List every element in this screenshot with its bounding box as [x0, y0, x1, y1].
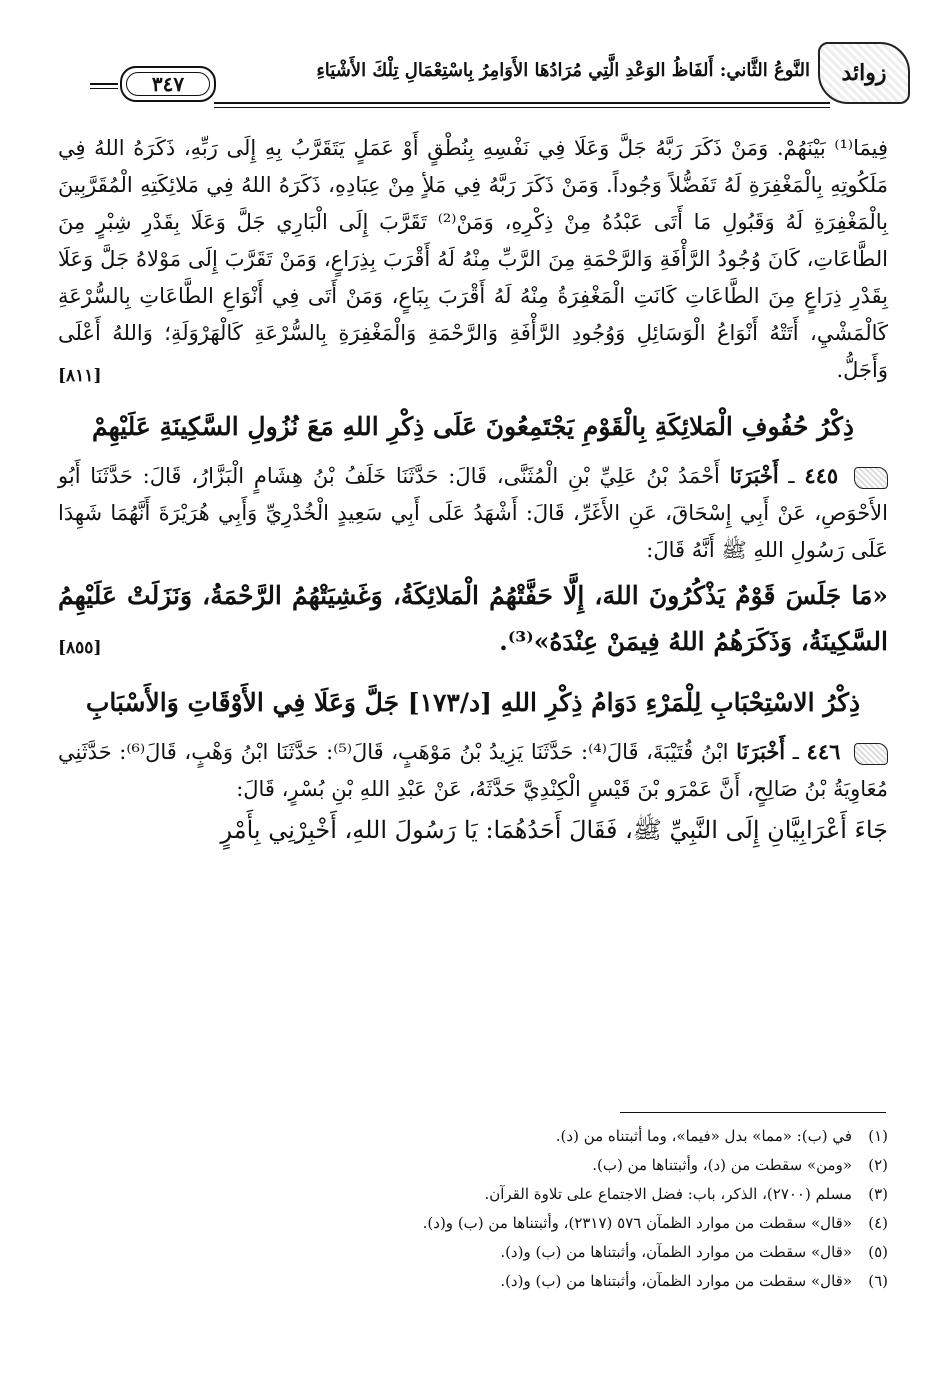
footnotes: [58, 1122, 888, 1296]
footnote-number: (٦): [868, 1272, 888, 1290]
zawaid-ornament-icon: [818, 42, 910, 104]
hadith-number: ٤٤٥: [804, 463, 839, 488]
footnote: [58, 1267, 888, 1296]
footnote-text: مسلم (٢٧٠٠)، الذكر، باب: فضل الاجتماع على تلاوة القرآن.: [484, 1185, 852, 1203]
hadith-number: ٤٤٦: [806, 739, 841, 764]
isnad-text: أَحْمَدُ بْنُ عَلِيِّ بْنِ الْمُثَنَّى، قَالَ: حَدَّثَنَا خَلَفُ بْنُ هِشَامٍ الْبَزَّارُ، قَالَ: حَدَّثَنَا أَبُو الأَحْوَصِ، عَنْ أَبِي إِسْحَاقَ، عَنِ الأَغَرِّ، قَالَ: أَشْهَدُ عَلَى أَبِي سَعِيدٍ الْخُدْرِيِّ وَأَبِي هُرَيْرَةَ أَنَّهُمَا شَهِدَا عَلَى رَسُولِ اللهِ ﷺ أَنَّهُ قَالَ:: [58, 464, 888, 562]
footnote: [58, 1209, 888, 1238]
akhbarana-word: أَخْبَرَنَا: [729, 463, 779, 488]
reference-number: [٨٥٥]: [58, 638, 102, 658]
zawaid-marker-icon: [854, 743, 888, 765]
footnote: [58, 1180, 888, 1209]
footnote-text: «قال» سقطت من موارد الظمآن ٥٧٦ (٢٣١٧)، وأثبتناها من (ب) و(د).: [422, 1214, 852, 1232]
running-title: النَّوعُ الثَّاني: أَلفَاظُ الوَعْدِ الَّتِي مُرَادُهَا الأَوَامِرُ بِاسْتِعْمَالِ تِلْكَ الأَشْيَاءِ: [316, 60, 810, 81]
page-number: [120, 66, 216, 102]
zawaid-marker-icon: [854, 467, 888, 489]
reference-number: [٨١١]: [58, 366, 102, 386]
paragraph-text: فِيمَا⁽¹⁾ بَيْنَهُمْ. وَمَنْ ذَكَرَ رَبَّهُ جَلَّ وَعَلَا فِي نَفْسِهِ بِنُطْقٍ أَوْ عَمَلٍ يَتَقَرَّبُ بِهِ إِلَى رَبِّهِ، ذَكَرَهُ اللهُ فِي مَلَكُوتِهِ بِالْمَغْفِرَةِ لَهُ تَفَضُّلاً وَجُوداً. وَمَنْ ذَكَرَ رَبَّهُ فِي مَلأٍ مِنْ عِبَادِهِ، ذَكَرَهُ اللهُ فِي مَلائِكَتِهِ الْمُقَرَّبِينَ بِالْمَغْفِرَةِ لَهُ وَقَبُولِ مَا أَتَى عَبْدُهُ مِنْ ذِكْرِهِ، وَمَنْ⁽²⁾ تَقَرَّبَ إِلَى الْبَارِي جَلَّ وَعَلَا بِقَدْرِ شِبْرٍ مِنَ الطَّاعَاتِ، كَانَ وُجُودُ الرَّأْفَةِ وَالرَّحْمَةِ مِنَ الرَّبِّ مِنْهُ لَهُ أَقْرَبَ بِذِرَاعٍ، وَمَنْ تَقَرَّبَ إِلَى مَوْلاهُ جَلَّ وَعَلَا بِقَدْرِ ذِرَاعٍ مِنَ الطَّاعَاتِ كَانَتِ الْمَغْفِرَةُ مِنْهُ لَهُ أَقْرَبَ بِبَاعٍ، وَمَنْ أَتَى فِي أَنْوَاعِ الطَّاعَاتِ بِالسُّرْعَةِ كَالْمَشْيِ، أَتَتْهُ أَنْوَاعُ الْوَسَائِلِ وَوُجُودِ الرَّأْفَةِ وَالرَّحْمَةِ وَالْمَغْفِرَةِ بِالسُّرْعَةِ كَالْهَرْوَلَةِ؛ وَاللهُ أَعْلَى وَأَجَلُّ.: [58, 136, 889, 382]
ornament-label: زوائد: [841, 60, 887, 86]
footnote-text: «ومن» سقطت من (د)، وأثبتناها من (ب).: [592, 1156, 852, 1174]
isnad-text: ابْنُ قُتَيْبَةَ، قَالَ⁽⁴⁾: حَدَّثَنَا يَزِيدُ بْنُ مَوْهَبٍ، قَالَ⁽⁵⁾: حَدَّثَنَا ابْنُ وَهْبٍ، قَالَ⁽⁶⁾: حَدَّثَنِي مُعَاوِيَةُ بْنُ صَالِحٍ، أَنَّ عَمْرَو بْنَ قَيْسٍ الْكِنْدِيَّ حَدَّثَهُ، عَنْ عَبْدِ اللهِ بْنِ بُسْرٍ، قَالَ:: [58, 740, 888, 801]
footnote-number: (٤): [868, 1214, 888, 1232]
hadith-445: ٤٤٥ ـ أَخْبَرَنَا أَحْمَدُ بْنُ عَلِيِّ بْنِ الْمُثَنَّى، قَالَ: حَدَّثَنَا خَلَفُ بْنُ هِشَامٍ الْبَزَّارُ، قَالَ: حَدَّثَنَا أَبُو الأَحْوَصِ، عَنْ أَبِي إِسْحَاقَ، عَنِ الأَغَرِّ، قَالَ: أَشْهَدُ عَلَى أَبِي سَعِيدٍ الْخُدْرِيِّ وَأَبِي هُرَيْرَةَ أَنَّهُمَا شَهِدَا عَلَى رَسُولِ اللهِ ﷺ أَنَّهُ قَالَ:: [58, 463, 888, 562]
page-number-text: ٣٤٧: [151, 72, 185, 96]
header-rule-left: [90, 83, 118, 89]
chapter-heading: ذِكْرُ الاسْتِحْبَابِ لِلْمَرْءِ دَوَامُ ذِكْرِ اللهِ [د/١٧٣] جَلَّ وَعَلَا فِي الأَوْقَاتِ وَالأَسْبَابِ: [85, 688, 861, 717]
hadith-matn-start: جَاءَ أَعْرَابِيَّانِ إِلَى النَّبِيِّ ﷺ، فَقَالَ أَحَدُهُمَا: يَا رَسُولَ اللهِ، أَخْبِرْنِي بِأَمْرٍ: [220, 816, 888, 844]
page-body: [58, 130, 888, 852]
footnote-number: (٢): [868, 1156, 888, 1174]
footnote: [58, 1238, 888, 1267]
paragraph-continuation: [58, 130, 888, 389]
footnote-number: (١): [868, 1127, 888, 1145]
footnote-number: (٣): [868, 1185, 888, 1203]
footnote-text: «قال» سقطت من موارد الظمآن، وأثبتناها من (ب) و(د).: [500, 1272, 852, 1290]
akhbarana-word: أَخْبَرَنَا: [736, 739, 786, 764]
chapter-heading: ذِكْرُ حُفُوفِ الْمَلائِكَةِ بِالْقَوْمِ يَجْتَمِعُونَ عَلَى ذِكْرِ اللهِ مَعَ نُزُولِ السَّكِينَةِ عَلَيْهِمْ: [91, 412, 855, 441]
footnote: [58, 1151, 888, 1180]
footnote-text: «قال» سقطت من موارد الظمآن، وأثبتناها من (ب) و(د).: [500, 1243, 852, 1261]
hadith-matn: [58, 573, 888, 665]
page-header: [90, 50, 887, 110]
hadith-446: ٤٤٦ ـ أَخْبَرَنَا ابْنُ قُتَيْبَةَ، قَالَ⁽⁴⁾: حَدَّثَنَا يَزِيدُ بْنُ مَوْهَبٍ، قَالَ⁽⁵⁾: حَدَّثَنَا ابْنُ وَهْبٍ، قَالَ⁽⁶⁾: حَدَّثَنِي مُعَاوِيَةُ بْنُ صَالِحٍ، أَنَّ عَمْرَو بْنَ قَيْسٍ الْكِنْدِيَّ حَدَّثَهُ، عَنْ عَبْدِ اللهِ بْنِ بُسْرٍ، قَالَ:: [58, 739, 888, 801]
footnote-separator: [620, 1112, 886, 1113]
header-rule: [214, 102, 830, 108]
footnote: [58, 1122, 888, 1151]
matn-text: «مَا جَلَسَ قَوْمٌ يَذْكُرُونَ اللهَ، إِلَّا حَفَّتْهُمُ الْمَلائِكَةُ، وَغَشِيَتْهُمُ الرَّحْمَةُ، وَنَزَلَتْ عَلَيْهِمُ السَّكِينَةُ، وَذَكَرَهُمُ اللهُ فِيمَنْ عِنْدَهُ»⁽³⁾.: [58, 581, 888, 656]
footnote-text: في (ب): «مما» بدل «فيما»، وما أثبتناه من (د).: [555, 1127, 852, 1145]
footnote-number: (٥): [868, 1243, 888, 1261]
